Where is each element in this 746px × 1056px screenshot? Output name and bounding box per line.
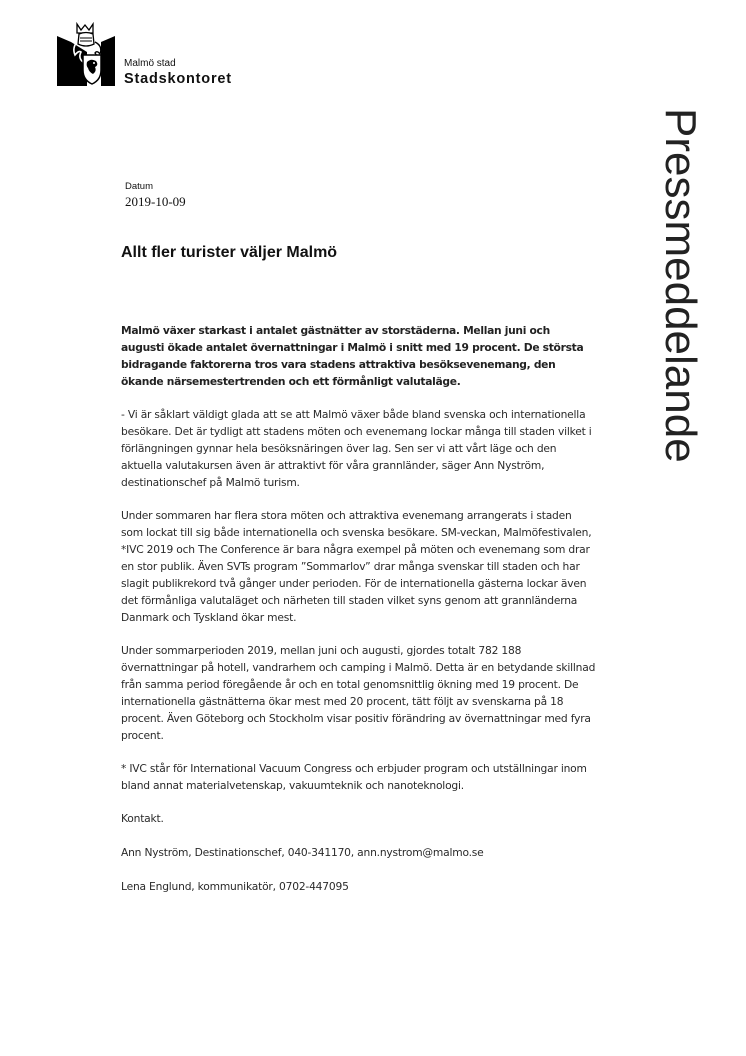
footnote-paragraph: * IVC står för International Vacuum Congress och erbjuder program och utställningar inom bland annat materialvetenskap, vakuumteknik och nanoteknologi. [121, 762, 587, 792]
organization-name: Malmö stad [124, 58, 176, 69]
body-paragraph: - Vi är såklart väldigt glada att se att Malmö växer både bland svenska och internationella besökare. Det är tydligt att stadens möten och evenemang lockar många till staden vilket i förlängningen gynnar hela besöksnäringen över lag. Sen ser vi att vårt läge och den aktuella valutakursen även är attraktivt för våra grannländer, säger Ann Nyström, destinationschef på Malmö turism. [121, 408, 592, 489]
vertical-label-part-1: Press [656, 108, 705, 221]
contact-line: Lena Englund, kommunikatör, 0702-447095 [121, 880, 349, 893]
contact-heading: Kontakt. [121, 812, 164, 825]
organization-block [124, 58, 232, 88]
coat-of-arms-icon [57, 22, 115, 86]
page-title: Allt fler turister väljer Malmö [121, 244, 338, 261]
body-paragraph: Under sommarperioden 2019, mellan juni och augusti, gjordes totalt 782 188 övernattningar på hotell, vandrarhem och camping i Malmö. Detta är en betydande skillnad från samma period föregående år och en total genomsnittlig ökning med 19 procent. De internationella gästnätterna ökar mest med 20 procent, tätt följt av svenskarna på 18 procent. Även Göteborg och Stockholm visar positiv förändring av övernattningar med fyra procent. [121, 644, 596, 742]
date-value: 2019-10-09 [125, 194, 186, 209]
date-label: Datum [125, 181, 153, 192]
press-release-vertical-label [636, 108, 736, 548]
body-paragraph: Under sommaren har flera stora möten och attraktiva evenemang arrangerats i staden som lockat till sig både internationella och svenska besökare. SM-veckan, Malmöfestivalen, *IVC 2019 och The Conference är bara några exempel på möten och evenemang som drar en stor publik. Även SVTs program ”Sommarlov” drar många svenskar till staden och har slagit publikrekord två gånger under perioden. För de internationella gästerna lockar även det förmånliga valutaläget och närheten till staden vilket syns genom att grannländerna Danmark och Tyskland ökar mest. [121, 509, 592, 624]
vertical-label-part-2: meddelande [656, 220, 705, 463]
lead-paragraph: Malmö växer starkast i antalet gästnätter av storstäderna. Mellan juni och augusti ökade antalet övernattningar i Malmö i snitt med 19 procent. De största bidragande faktorerna tros vara stadens attraktiva besöksevenemang, den ökande närsemestertrenden och ett förmånligt valutaläge. [121, 324, 584, 388]
department-name: Stadskontoret [124, 71, 232, 87]
article-body [121, 322, 596, 912]
malmo-stad-logo [57, 22, 115, 86]
contact-line: Ann Nyström, Destinationschef, 040-341170, ann.nystrom@malmo.se [121, 846, 484, 859]
